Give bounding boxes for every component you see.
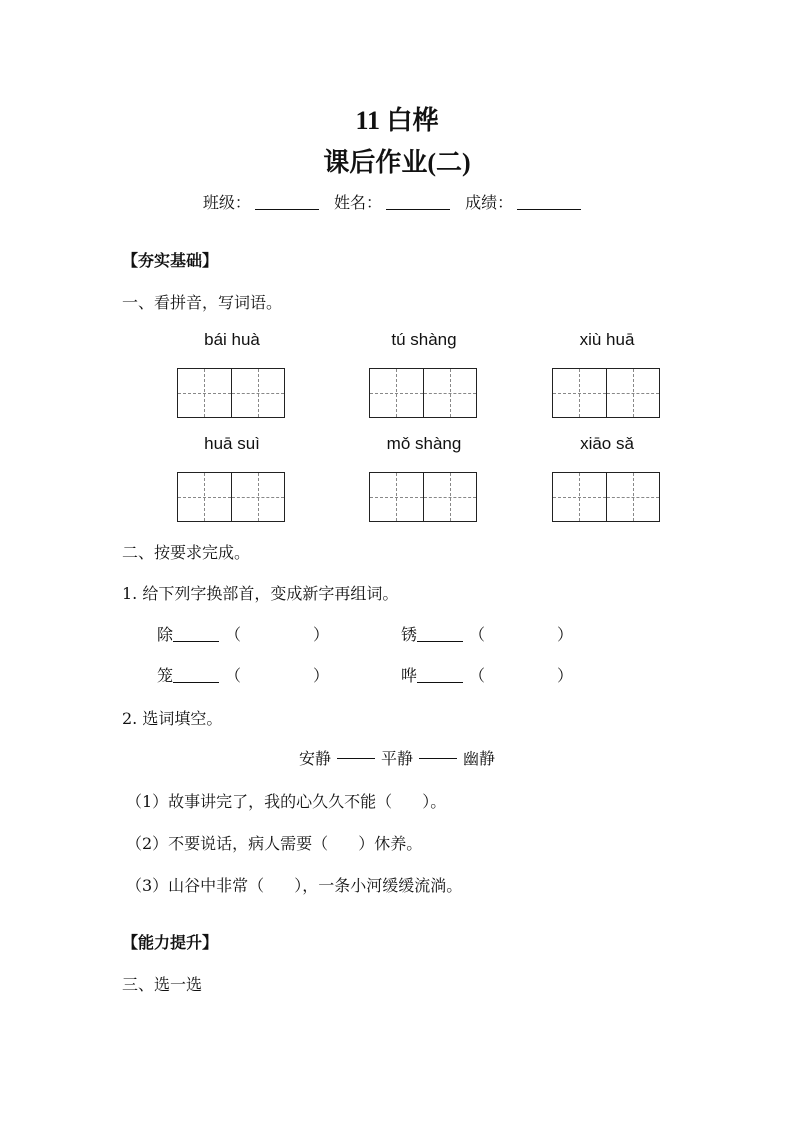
lesson-title: 11 白桦: [355, 106, 439, 135]
q3-title: 三、选一选: [122, 975, 203, 994]
item-text: （3）山谷中非常（: [126, 876, 265, 895]
paren-close: ）: [313, 666, 330, 685]
writing-grid[interactable]: [369, 472, 477, 522]
writing-grid[interactable]: [552, 472, 660, 522]
fill-item: [126, 789, 446, 812]
name-blank[interactable]: [386, 195, 450, 210]
q2-sub2-title: 2. 选词填空。: [122, 709, 223, 728]
item-text: （1）故事讲完了，我的心久久不能（: [126, 792, 393, 811]
radical-char: 锈: [401, 625, 418, 644]
choice-words: [0, 746, 794, 769]
paren-open: （: [225, 625, 242, 644]
paren-close: ）: [557, 666, 574, 685]
score-blank[interactable]: [517, 195, 581, 210]
name-label: 姓名：: [333, 193, 382, 212]
choice-word: 安静: [298, 749, 331, 768]
q2-title: 二、按要求完成。: [122, 543, 251, 562]
choice-word: 平静: [380, 749, 413, 768]
answer-blank[interactable]: [417, 668, 463, 683]
fill-item: [126, 873, 462, 896]
pinyin-label: xiù huā: [579, 330, 635, 349]
paren-open: （: [225, 666, 242, 685]
student-info-row: [0, 190, 794, 213]
writing-grid[interactable]: [369, 368, 477, 418]
class-blank[interactable]: [255, 195, 319, 210]
radical-char: 笼: [157, 666, 174, 685]
item-text: ）。: [422, 792, 447, 811]
pinyin-label: xiāo sǎ: [580, 434, 634, 453]
pinyin-label: mǒ shàng: [386, 434, 462, 453]
fill-item: [126, 831, 422, 854]
pinyin-label: tú shàng: [391, 330, 457, 349]
q2-sub1-title: 1. 给下列字换部首，变成新字再组词。: [122, 584, 399, 603]
writing-grid[interactable]: [552, 368, 660, 418]
score-label: 成绩：: [465, 193, 514, 212]
section-basic: 【夯实基础】: [122, 251, 219, 270]
worksheet-subtitle: 课后作业(二): [323, 148, 471, 177]
radical-char: 除: [157, 625, 174, 644]
item-text: （2）不要说话，病人需要（: [126, 834, 329, 853]
dash-separator: [337, 758, 375, 759]
radical-char: 哗: [401, 666, 418, 685]
class-label: 班级：: [202, 193, 251, 212]
dash-separator: [419, 758, 457, 759]
answer-blank[interactable]: [173, 627, 219, 642]
pinyin-label: huā suì: [204, 434, 260, 453]
answer-blank[interactable]: [173, 668, 219, 683]
answer-blank[interactable]: [417, 627, 463, 642]
paren-open: （: [469, 666, 486, 685]
radical-item: [401, 622, 573, 645]
q1-title: 一、看拼音，写词语。: [122, 293, 283, 312]
paren-close: ）: [557, 625, 574, 644]
radical-item: [401, 663, 573, 686]
radical-item: [157, 663, 329, 686]
paren-close: ）: [313, 625, 330, 644]
writing-grid[interactable]: [177, 368, 285, 418]
item-text: ）休养。: [358, 834, 423, 853]
pinyin-label: bái huà: [204, 330, 260, 349]
radical-item: [157, 622, 329, 645]
writing-grid[interactable]: [177, 472, 285, 522]
paren-open: （: [469, 625, 486, 644]
choice-word: 幽静: [463, 749, 496, 768]
section-advanced: 【能力提升】: [122, 933, 219, 952]
item-text: ），一条小河缓缓流淌。: [294, 876, 463, 895]
